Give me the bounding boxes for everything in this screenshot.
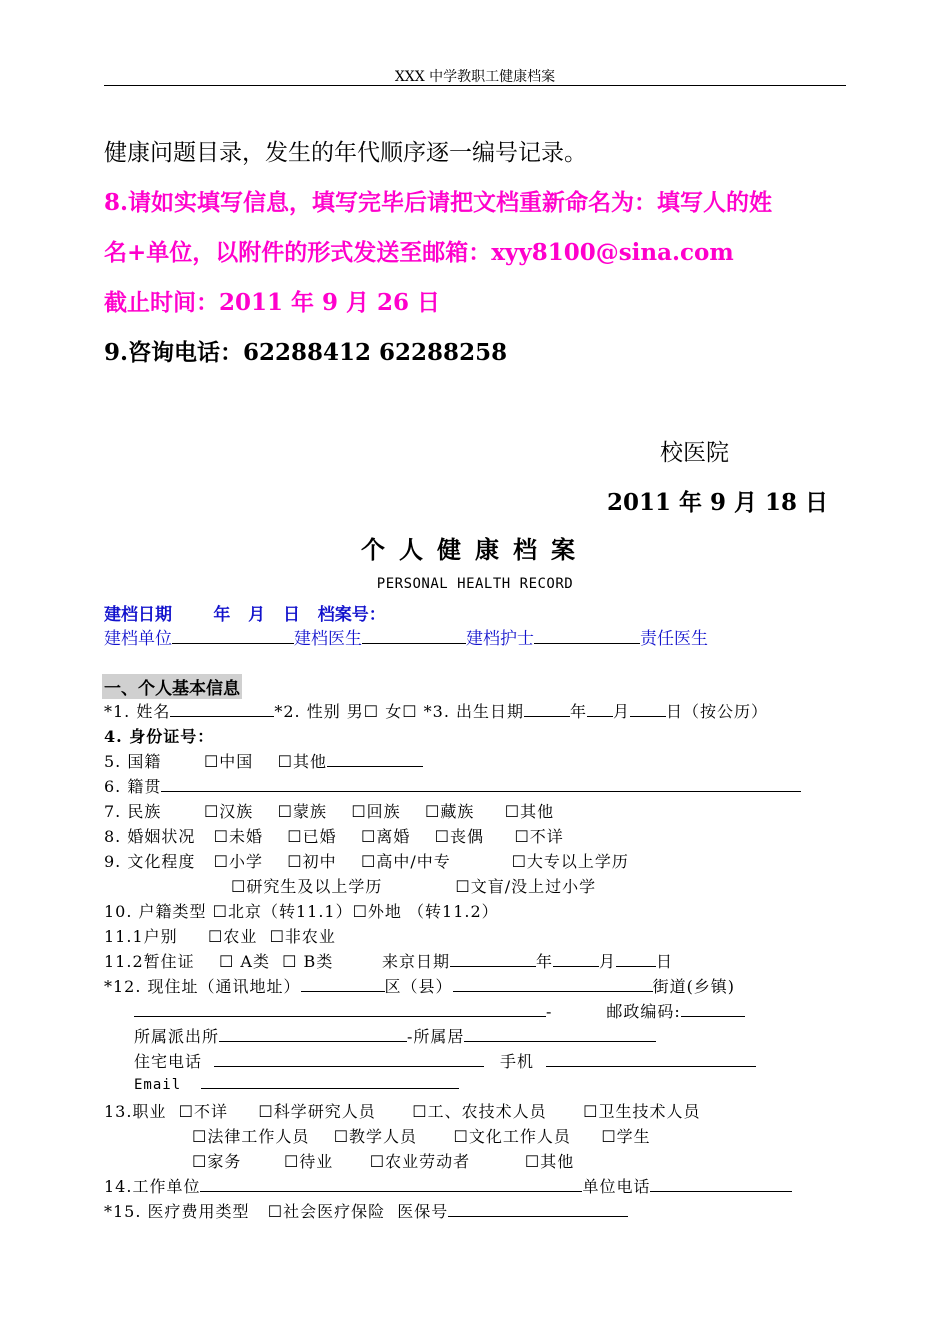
name-label: *1. 姓名	[104, 702, 171, 721]
mobile-label: 手机	[500, 1052, 535, 1071]
row-temp-residence	[104, 949, 673, 972]
address-dash: -	[546, 1002, 553, 1021]
unit-label: 建档单位	[104, 629, 172, 649]
district-field[interactable]	[301, 977, 385, 992]
birth-day-field[interactable]	[630, 702, 666, 717]
day-label: 日（按公历）	[666, 702, 769, 721]
mobile-field[interactable]	[546, 1052, 756, 1067]
record-title-english: PERSONAL HEALTH RECORD	[376, 576, 574, 592]
row-household-category[interactable]: 11.1户别 ☐农业 ☐非农业	[104, 927, 336, 946]
instruction-8-line1: 8.请如实填写信息，填写完毕后请把文档重新命名为：填写人的姓	[104, 189, 773, 216]
row-education-2[interactable]: ☐研究生及以上学历 ☐文盲/没上过小学	[231, 877, 597, 896]
work-phone-field[interactable]	[650, 1177, 792, 1192]
postcode-label: 邮政编码:	[606, 1002, 681, 1021]
arrival-day-label: 日	[656, 952, 674, 971]
address-label: *12. 现住址（通讯地址）	[104, 977, 301, 996]
nationality-other-field[interactable]	[327, 752, 423, 767]
home-phone-field[interactable]	[214, 1052, 484, 1067]
record-staff-line	[104, 624, 708, 649]
instruction-8-line2: 名+单位，以附件的形式发送至邮箱：xyy8100@sina.com	[104, 239, 734, 266]
record-title: 个人健康档案	[361, 535, 589, 564]
signature-org: 校医院	[660, 440, 729, 466]
doctor-field[interactable]	[362, 629, 466, 644]
row-nationality	[104, 749, 423, 772]
arrival-year-label: 年	[536, 952, 554, 971]
district-label: 区（县）	[384, 977, 453, 996]
signature-date: 2011 年 9 月 18 日	[607, 489, 829, 516]
insurance-number-field[interactable]	[448, 1202, 628, 1217]
row-native-place	[104, 774, 801, 797]
address-detail-field[interactable]	[134, 1002, 546, 1017]
police-station-field[interactable]	[219, 1027, 407, 1042]
year-label: 年	[570, 702, 588, 721]
arrival-year-field[interactable]	[450, 952, 536, 967]
arrival-month-label: 月	[599, 952, 617, 971]
native-place-field[interactable]	[161, 777, 801, 792]
work-unit-field[interactable]	[200, 1177, 582, 1192]
row-email	[134, 1074, 459, 1093]
resp-doctor-label: 责任医生	[640, 629, 708, 649]
row-phones	[134, 1049, 756, 1072]
street-field[interactable]	[453, 977, 653, 992]
arrival-day-field[interactable]	[616, 952, 656, 967]
row-address	[104, 974, 735, 997]
nurse-label: 建档护士	[466, 629, 534, 649]
record-date-line: 建档日期 年 月 日 档案号：	[104, 605, 386, 625]
native-place-label: 6. 籍贯	[104, 777, 162, 796]
section-basic-info: 一、个人基本信息	[102, 674, 242, 699]
doctor-label: 建档医生	[294, 629, 362, 649]
street-label: 街道(乡镇)	[652, 977, 736, 996]
medical-payment-label[interactable]: *15. 医疗费用类型 ☐社会医疗保险 医保号	[104, 1202, 449, 1221]
arrival-month-field[interactable]	[553, 952, 599, 967]
home-phone-label: 住宅电话	[134, 1052, 203, 1071]
neighborhood-field[interactable]	[464, 1027, 656, 1042]
page-header: XXX 中学教职工健康档案	[394, 69, 556, 85]
birth-month-field[interactable]	[587, 702, 613, 717]
gender-birth-label: *2. 性别 男☐ 女☐ *3. 出生日期	[274, 702, 525, 721]
email-field[interactable]	[201, 1074, 459, 1089]
row-education[interactable]: 9. 文化程度 ☐小学 ☐初中 ☐高中/中专 ☐大专以上学历	[104, 852, 629, 871]
work-phone-label: 单位电话	[582, 1177, 651, 1196]
birth-year-field[interactable]	[524, 702, 570, 717]
row-ethnicity[interactable]: 7. 民族 ☐汉族 ☐蒙族 ☐回族 ☐藏族 ☐其他	[104, 802, 555, 821]
unit-field[interactable]	[172, 629, 294, 644]
row-occupation-3[interactable]: ☐家务 ☐待业 ☐农业劳动者 ☐其他	[192, 1152, 575, 1171]
temp-residence-label[interactable]: 11.2暂住证 ☐ A类 ☐ B类 来京日期	[104, 952, 451, 971]
postcode-field[interactable]	[681, 1002, 745, 1017]
nationality-label: 5. 国籍 ☐中国 ☐其他	[104, 752, 327, 771]
row-id-number	[104, 724, 214, 747]
row-marital-status[interactable]: 8. 婚姻状况 ☐未婚 ☐已婚 ☐离婚 ☐丧偶 ☐不详	[104, 827, 564, 846]
row-name-gender-birth	[104, 699, 768, 722]
deadline: 截止时间：2011 年 9 月 26 日	[104, 289, 441, 316]
row-work-unit	[104, 1174, 792, 1197]
row-occupation[interactable]: 13.职业 ☐不详 ☐科学研究人员 ☐工、农技术人员 ☐卫生技术人员	[104, 1102, 701, 1121]
name-field[interactable]	[170, 702, 274, 717]
work-unit-label: 14.工作单位	[104, 1177, 201, 1196]
row-medical-payment	[104, 1199, 628, 1222]
intro-line: 健康问题目录，发生的年代顺序逐一编号记录。	[104, 140, 587, 166]
email-label: Email	[134, 1077, 182, 1093]
id-number-label: 4. 身份证号：	[104, 727, 215, 746]
police-station-label: 所属派出所	[134, 1027, 220, 1046]
month-label: 月	[613, 702, 631, 721]
neighborhood-label: -所属居	[407, 1027, 465, 1046]
nurse-field[interactable]	[534, 629, 640, 644]
row-household-type[interactable]: 10. 户籍类型 ☐北京（转11.1）☐外地 （转11.2）	[104, 902, 499, 921]
consult-phone: 9.咨询电话：62288412 62288258	[104, 339, 508, 366]
header-rule	[104, 85, 846, 86]
row-address-2	[134, 999, 745, 1022]
row-occupation-2[interactable]: ☐法律工作人员 ☐教学人员 ☐文化工作人员 ☐学生	[192, 1127, 651, 1146]
row-police-station	[134, 1024, 656, 1047]
